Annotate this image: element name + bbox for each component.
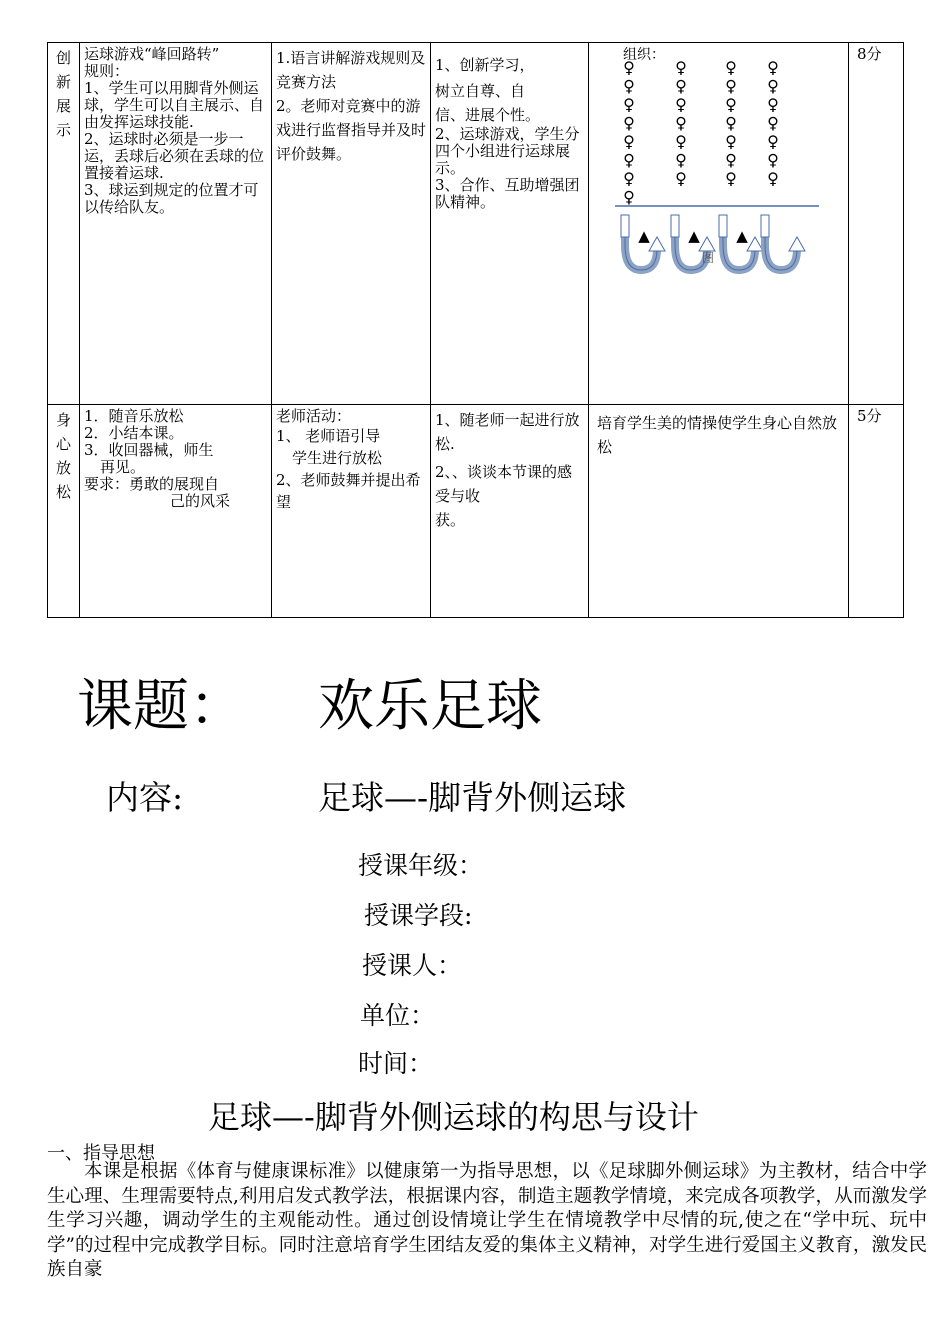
student-symbol: ♀ [623, 58, 635, 77]
organization-cell [589, 43, 849, 405]
student-symbol: ♀ [675, 113, 687, 133]
info-teacher: 授课人： [362, 951, 463, 980]
student-symbol: ♀ [675, 76, 687, 96]
cone-marker [719, 215, 727, 237]
content-line: 己的风采 [170, 492, 231, 510]
content-line: 3．收回器械，师生 [84, 441, 214, 459]
student-symbol: ♀ [675, 150, 687, 170]
content-line: 3、球运到规定的位置才可以传给队友。 [84, 181, 259, 216]
student-symbol: ♀ [623, 113, 635, 133]
content-cell [80, 43, 272, 405]
section-cell [48, 43, 80, 405]
teacher-line: 老师活动： [276, 407, 352, 425]
student-symbol: ♀ [675, 169, 687, 188]
teacher-line: 1、 老师语引导 [276, 427, 381, 445]
goal-text: 培育学生美的情操使学生身心自然放松 [597, 414, 838, 456]
student-symbol: ♀ [725, 95, 737, 114]
goal-cell [589, 405, 849, 618]
student-line: 1、随老师一起进行放松. [435, 411, 580, 453]
student-cell [431, 43, 589, 405]
info-time: 时间： [358, 1049, 434, 1078]
teacher-cell [272, 405, 431, 618]
cone-marker [621, 215, 629, 237]
section-label: 身心放松 [55, 411, 71, 501]
student-symbol: ♀ [767, 132, 779, 151]
cone-marker [671, 215, 679, 237]
arrow-head [789, 237, 805, 251]
time-cell [849, 405, 904, 618]
student-symbol: ♀ [767, 169, 779, 188]
cone-marker [761, 215, 769, 237]
student-symbol: ♀ [767, 95, 779, 114]
content-line: 要求：勇敢的展现自 [84, 475, 220, 493]
student-symbol: ♀ [725, 150, 737, 170]
teacher-cell [272, 43, 431, 405]
student-symbol: ♀ [725, 76, 737, 96]
teacher-symbol: ▲ [688, 227, 700, 245]
student-line: 1、创新学习， [435, 56, 535, 74]
guiding-thought-paragraph: 本课是根据《体育与健康课标准》以健康第一为指导思想，以《足球脚外侧运球》为主教材，结合中学生心理、生理需要特点,利用启发式教学法，根据课内容，制造主题教学情境，来完成各项教学，从而激发学生学习兴趣，调动学生的主观能动性。通过创设情境让学生在情境教学中尽情的玩,使之在“学中玩、玩中学”的过程中完成教学目标。同时注意培育学生团结友爱的集体主义精神，对学生进行爱国主义教育，激发民族自豪 [47, 1161, 927, 1280]
content-line: 2．小结本课。 [84, 424, 184, 442]
lesson-title-label: 课题： [77, 674, 245, 739]
info-unit: 单位： [360, 1001, 436, 1030]
time-value: 5分 [857, 407, 882, 425]
student-symbol: ♀ [623, 95, 635, 114]
student-symbol: ♀ [675, 95, 687, 114]
table-row-innovation [48, 43, 904, 405]
dribble-route-arrow [765, 218, 797, 270]
info-stage: 授课学段: [364, 901, 473, 930]
content-line: 再见。 [100, 458, 146, 476]
student-symbol: ♀ [675, 132, 687, 151]
student-symbol: ♀ [623, 169, 635, 188]
arrow-head [747, 237, 763, 251]
student-line: 2、运球游戏，学生分四个小组进行运球展示。 [435, 125, 580, 177]
section-cell [48, 405, 80, 618]
student-symbol: ♀ [623, 187, 635, 207]
student-line: 3、合作、互助增强团队精神。 [435, 176, 580, 211]
student-cell [431, 405, 589, 618]
teacher-symbol: ▲ [736, 227, 748, 245]
student-line: 2、、谈谈本节课的感受与收 [435, 463, 573, 505]
organization-label: 组织： [623, 47, 665, 63]
content-line: 规则： [84, 62, 130, 80]
section-heading: 一、指导思想 [47, 1143, 155, 1164]
student-line: 树立自尊、自 [435, 82, 526, 100]
content-cell [80, 405, 272, 618]
student-symbol: ♀ [623, 76, 635, 96]
time-cell [849, 43, 904, 405]
arrow-head [699, 237, 715, 251]
student-symbol: ♀ [767, 76, 779, 96]
table-row-relax [48, 405, 904, 618]
student-symbol: ♀ [725, 113, 737, 133]
lesson-plan-table [47, 42, 904, 618]
student-symbol: ♀ [725, 169, 737, 188]
student-symbol: ♀ [725, 58, 737, 77]
section-label: 创新展示 [55, 49, 71, 139]
teacher-line: 2。老师对竞赛中的游戏进行监督指导并及时评价鼓舞。 [276, 97, 427, 163]
student-symbol: ♀ [725, 132, 737, 151]
student-symbol: ♀ [675, 58, 687, 77]
time-value: 8分 [857, 45, 882, 63]
lesson-title-value: 欢乐足球 [318, 674, 542, 739]
content-line: 1、学生可以用脚背外侧运球，学生可以自主展示、自由发挥运球技能. [84, 79, 265, 131]
arrow-head [649, 237, 665, 251]
teacher-line: 学生进行放松 [292, 449, 383, 467]
teacher-line: 2、老师鼓舞并提出希望 [276, 471, 421, 511]
student-line: 获。 [435, 511, 466, 529]
teacher-line: 1.语言讲解游戏规则及竞赛方法 [276, 49, 426, 91]
formation-diagram [589, 43, 847, 343]
student-symbol: ♀ [623, 132, 635, 151]
content-line: 2、运球时必须是一步一运，丢球后必须在丢球的位置接着运球. [84, 130, 265, 182]
lesson-content-value: 足球—-脚背外侧运球 [318, 778, 627, 817]
content-line: 运球游戏“峰回路转” [84, 45, 220, 63]
design-title: 足球—-脚背外侧运球的构思与设计 [208, 1098, 699, 1136]
lesson-content-label: 内容: [106, 778, 184, 817]
student-symbol: ♀ [767, 150, 779, 170]
info-grade: 授课年级： [358, 851, 484, 880]
teacher-symbol: ▲ [638, 227, 650, 245]
figure-label: 图 [701, 251, 715, 265]
student-symbol: ♀ [623, 150, 635, 170]
student-line: 信、进展个性。 [435, 106, 541, 124]
student-symbol: ♀ [767, 58, 779, 77]
student-symbol: ♀ [767, 113, 779, 133]
content-line: 1．随音乐放松 [84, 407, 184, 425]
